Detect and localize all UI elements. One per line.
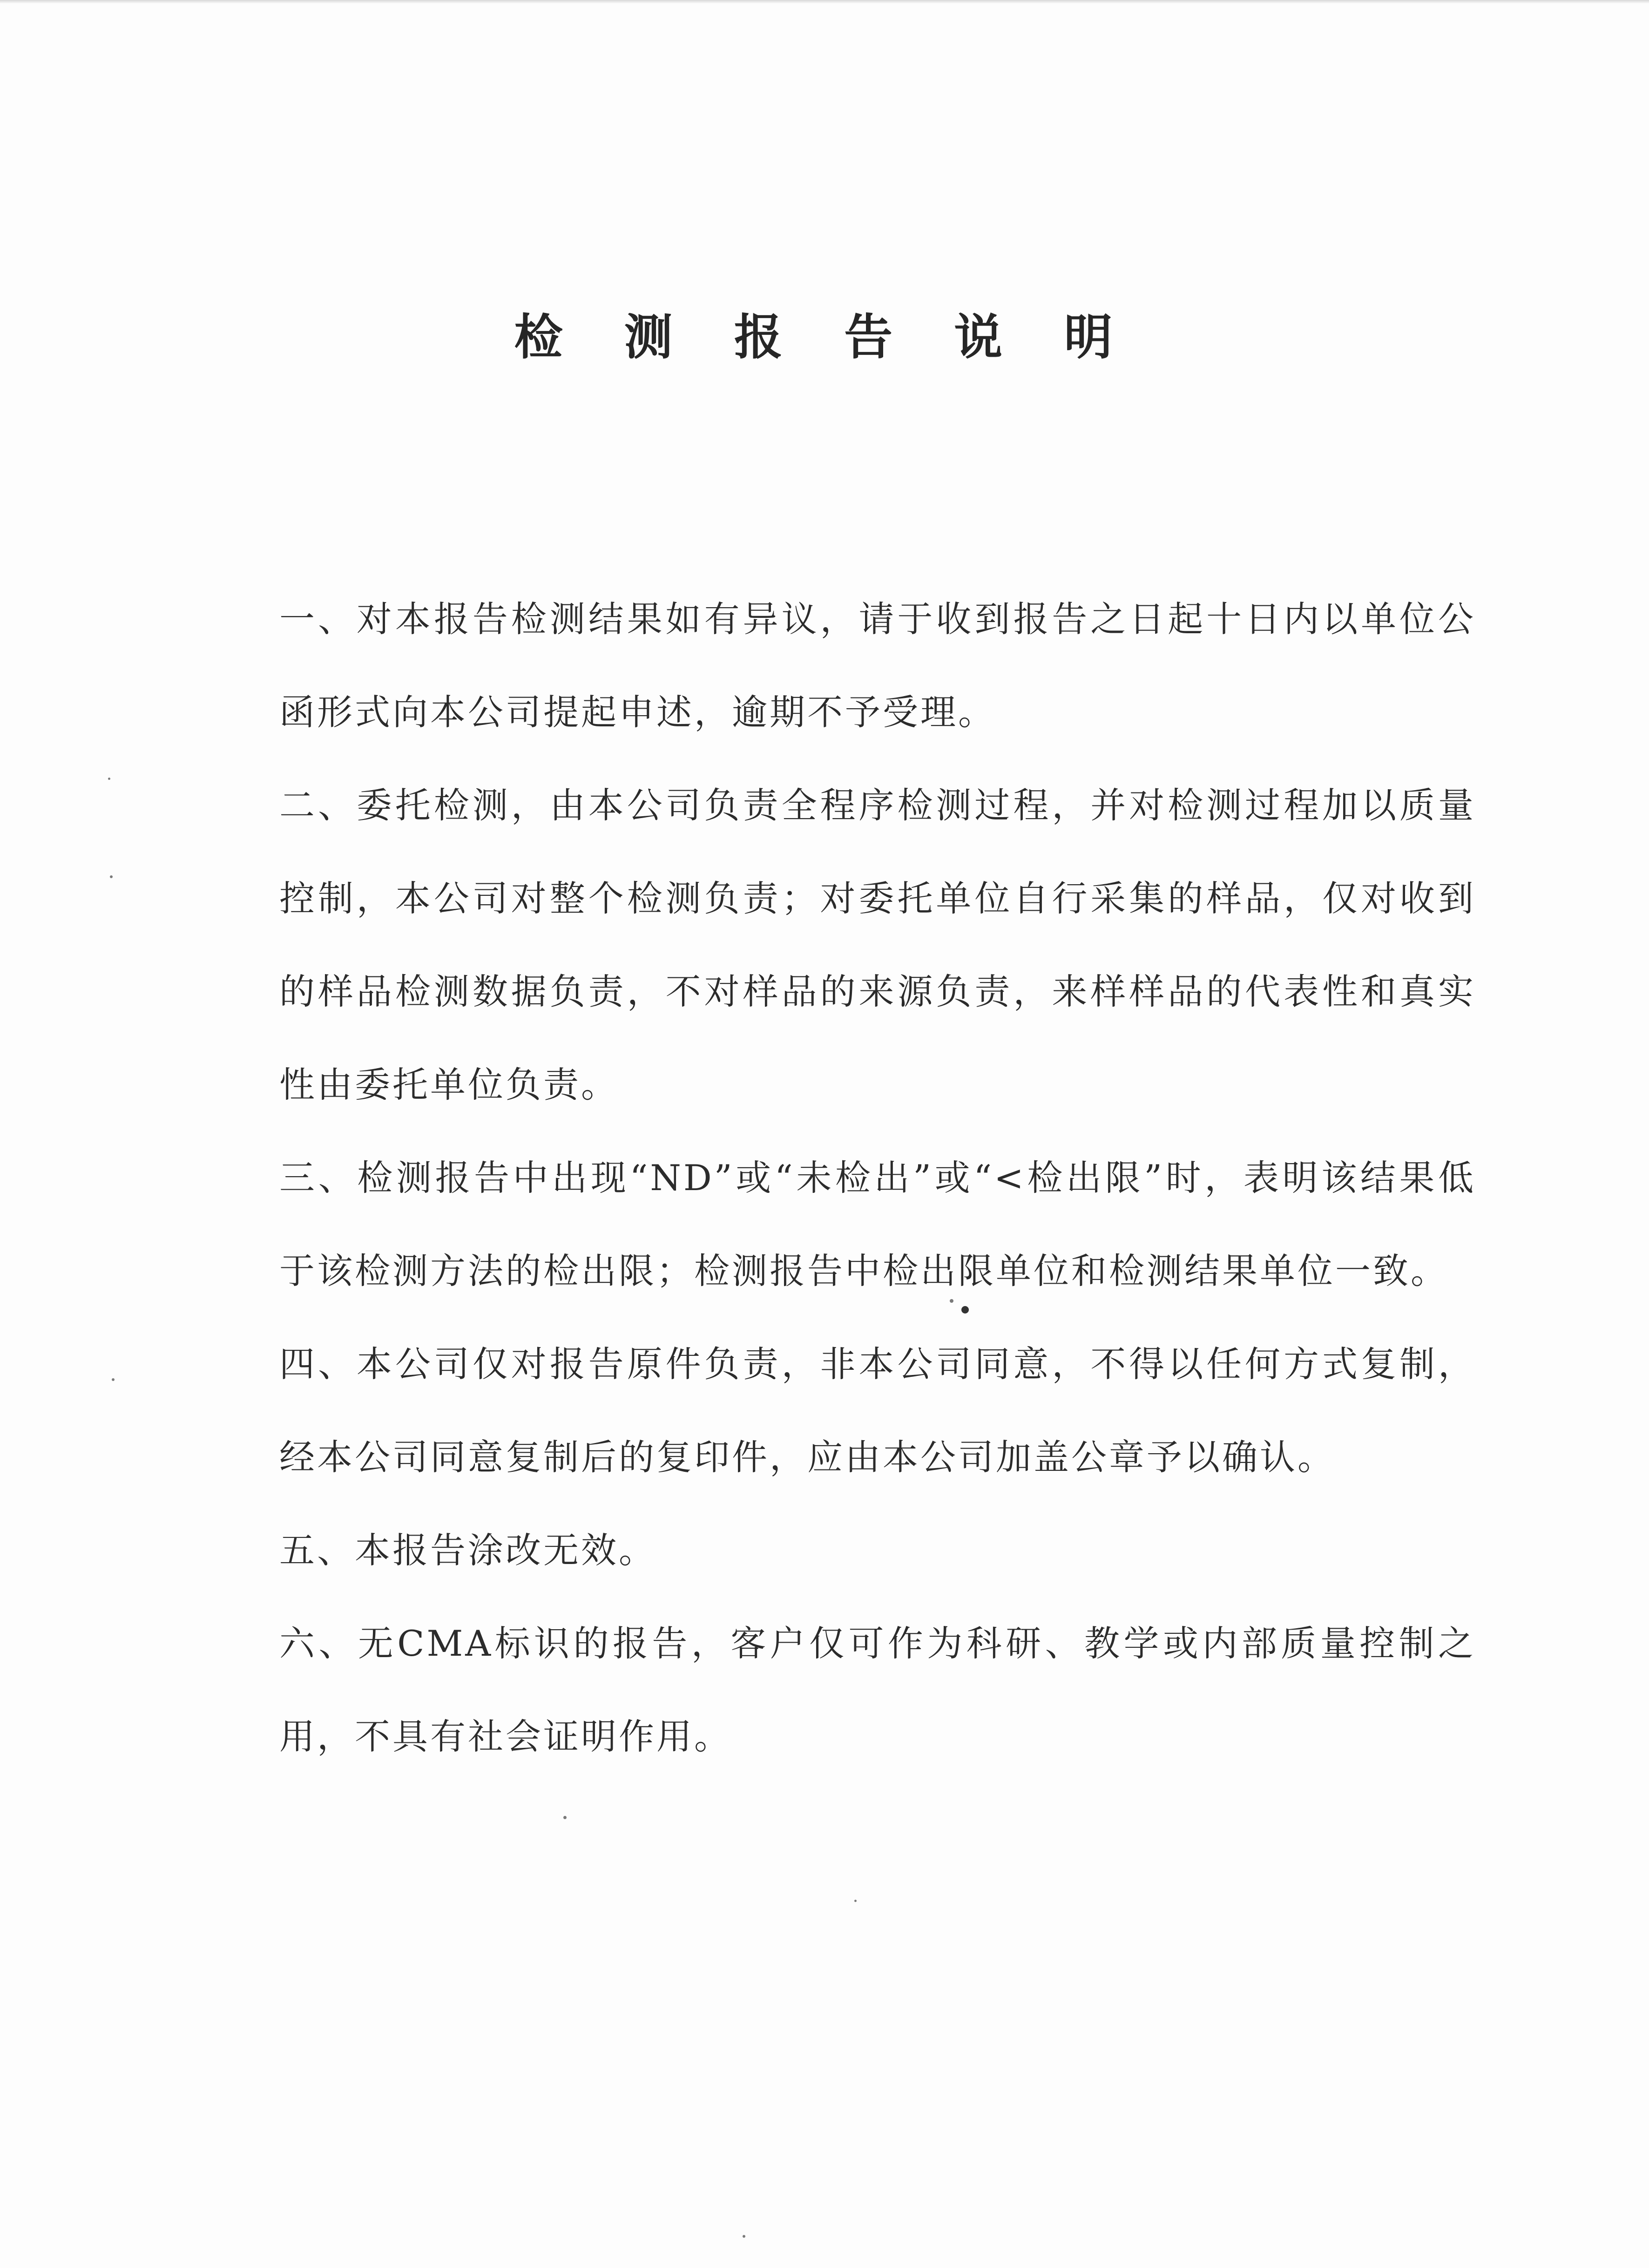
scan-speck bbox=[950, 1299, 953, 1303]
document-body bbox=[279, 573, 1476, 1783]
scan-speck bbox=[854, 1900, 857, 1902]
scan-speck bbox=[563, 1816, 567, 1819]
scan-speck bbox=[112, 1378, 115, 1381]
paragraph-2: 二、委托检测，由本公司负责全程序检测过程，并对检测过程加以质量控制，本公司对整个检测负责；对委托单位自行采集的样品，仅对收到的样品检测数据负责，不对样品的来源负责，来样样品的代表性和真实性由委托单位负责。 bbox=[279, 785, 1476, 1105]
scan-speck bbox=[743, 2235, 745, 2238]
scan-edge bbox=[0, 0, 1649, 4]
paragraph-1: 一、对本报告检测结果如有异议，请于收到报告之日起十日内以单位公函形式向本公司提起申述，逾期不予受理。 bbox=[279, 598, 1476, 733]
scan-speck bbox=[108, 778, 110, 780]
scan-speck bbox=[961, 1306, 969, 1313]
paragraph-3: 三、检测报告中出现“ND”或“未检出”或“<检出限”时，表明该结果低于该检测方法的检出限；检测报告中检出限单位和检测结果单位一致。 bbox=[279, 1157, 1476, 1292]
paragraph-5: 五、本报告涂改无效。 bbox=[279, 1530, 656, 1571]
scan-speck bbox=[110, 875, 113, 878]
document-title: 检 测 报 告 说 明 bbox=[514, 308, 1135, 366]
paragraph-6: 六、无CMA标识的报告，客户仅可作为科研、教学或内部质量控制之用，不具有社会证明作用。 bbox=[279, 1623, 1476, 1757]
paragraph-4: 四、本公司仅对报告原件负责，非本公司同意，不得以任何方式复制，经本公司同意复制后的复印件，应由本公司加盖公章予以确认。 bbox=[279, 1343, 1476, 1478]
